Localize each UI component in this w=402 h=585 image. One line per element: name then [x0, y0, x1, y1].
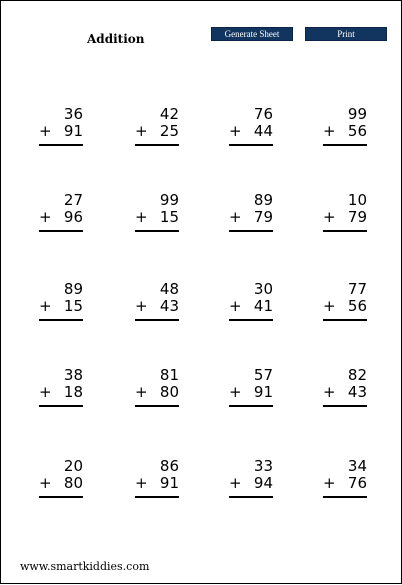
plus-sign: +	[229, 297, 242, 315]
plus-sign: +	[135, 208, 148, 226]
plus-sign: +	[323, 297, 336, 315]
problem-bottom-number: 80	[63, 474, 83, 492]
problem-top-number: 99	[347, 105, 367, 123]
problem-item	[39, 106, 83, 154]
plus-sign: +	[39, 297, 52, 315]
problem-top-number: 38	[63, 366, 83, 384]
answer-line	[323, 144, 367, 146]
answer-line	[135, 496, 179, 498]
problem-bottom-number: 56	[347, 122, 367, 140]
plus-sign: +	[135, 297, 148, 315]
problem-top-number: 42	[159, 105, 179, 123]
problem-bottom-number: 91	[63, 122, 83, 140]
plus-sign: +	[39, 474, 52, 492]
problem-top-number: 20	[63, 457, 83, 475]
problem-item	[323, 367, 367, 415]
answer-line	[229, 144, 273, 146]
answer-line	[135, 144, 179, 146]
problem-bottom-number: 91	[159, 474, 179, 492]
problem-top-number: 33	[253, 457, 273, 475]
plus-sign: +	[135, 383, 148, 401]
answer-line	[229, 496, 273, 498]
generate-sheet-button[interactable]: Generate Sheet	[211, 27, 293, 41]
answer-line	[229, 405, 273, 407]
problem-item	[323, 106, 367, 154]
answer-line	[135, 405, 179, 407]
problem-item	[39, 281, 83, 329]
problem-top-number: 86	[159, 457, 179, 475]
problem-top-number: 57	[253, 366, 273, 384]
problem-item	[229, 281, 273, 329]
page-title: Addition	[87, 32, 145, 46]
problem-item	[135, 281, 179, 329]
answer-line	[323, 319, 367, 321]
problem-item	[135, 367, 179, 415]
problem-bottom-number: 43	[347, 383, 367, 401]
problem-top-number: 34	[347, 457, 367, 475]
problem-bottom-number: 15	[159, 208, 179, 226]
plus-sign: +	[323, 122, 336, 140]
plus-sign: +	[229, 122, 242, 140]
answer-line	[323, 230, 367, 232]
problem-bottom-number: 56	[347, 297, 367, 315]
problem-top-number: 81	[159, 366, 179, 384]
problem-top-number: 30	[253, 280, 273, 298]
problem-top-number: 99	[159, 191, 179, 209]
plus-sign: +	[229, 474, 242, 492]
footer-site-link[interactable]: www.smartkiddies.com	[20, 560, 150, 573]
answer-line	[323, 405, 367, 407]
problem-top-number: 89	[253, 191, 273, 209]
answer-line	[39, 405, 83, 407]
problem-grid	[1, 1, 402, 585]
problem-bottom-number: 79	[253, 208, 273, 226]
problem-bottom-number: 18	[63, 383, 83, 401]
answer-line	[39, 319, 83, 321]
problem-item	[323, 458, 367, 506]
plus-sign: +	[135, 122, 148, 140]
problem-bottom-number: 41	[253, 297, 273, 315]
print-button[interactable]: Print	[305, 27, 387, 41]
problem-item	[39, 192, 83, 240]
answer-line	[39, 230, 83, 232]
problem-bottom-number: 15	[63, 297, 83, 315]
problem-bottom-number: 94	[253, 474, 273, 492]
problem-item	[135, 458, 179, 506]
problem-top-number: 36	[63, 105, 83, 123]
answer-line	[135, 319, 179, 321]
problem-top-number: 77	[347, 280, 367, 298]
plus-sign: +	[135, 474, 148, 492]
problem-top-number: 48	[159, 280, 179, 298]
plus-sign: +	[229, 383, 242, 401]
problem-top-number: 89	[63, 280, 83, 298]
plus-sign: +	[39, 383, 52, 401]
problem-top-number: 76	[253, 105, 273, 123]
problem-item	[229, 458, 273, 506]
problem-bottom-number: 79	[347, 208, 367, 226]
problem-top-number: 82	[347, 366, 367, 384]
problem-item	[323, 192, 367, 240]
problem-bottom-number: 43	[159, 297, 179, 315]
answer-line	[229, 319, 273, 321]
plus-sign: +	[323, 208, 336, 226]
answer-line	[229, 230, 273, 232]
problem-item	[323, 281, 367, 329]
plus-sign: +	[323, 474, 336, 492]
problem-item	[229, 192, 273, 240]
answer-line	[323, 496, 367, 498]
plus-sign: +	[39, 122, 52, 140]
problem-item	[229, 367, 273, 415]
plus-sign: +	[39, 208, 52, 226]
problem-bottom-number: 76	[347, 474, 367, 492]
plus-sign: +	[323, 383, 336, 401]
answer-line	[39, 144, 83, 146]
problem-item	[39, 367, 83, 415]
problem-bottom-number: 96	[63, 208, 83, 226]
problem-bottom-number: 44	[253, 122, 273, 140]
problem-top-number: 10	[347, 191, 367, 209]
problem-item	[135, 106, 179, 154]
problem-top-number: 27	[63, 191, 83, 209]
problem-item	[229, 106, 273, 154]
answer-line	[39, 496, 83, 498]
problem-bottom-number: 25	[159, 122, 179, 140]
answer-line	[135, 230, 179, 232]
problem-item	[135, 192, 179, 240]
problem-item	[39, 458, 83, 506]
problem-bottom-number: 91	[253, 383, 273, 401]
problem-bottom-number: 80	[159, 383, 179, 401]
plus-sign: +	[229, 208, 242, 226]
